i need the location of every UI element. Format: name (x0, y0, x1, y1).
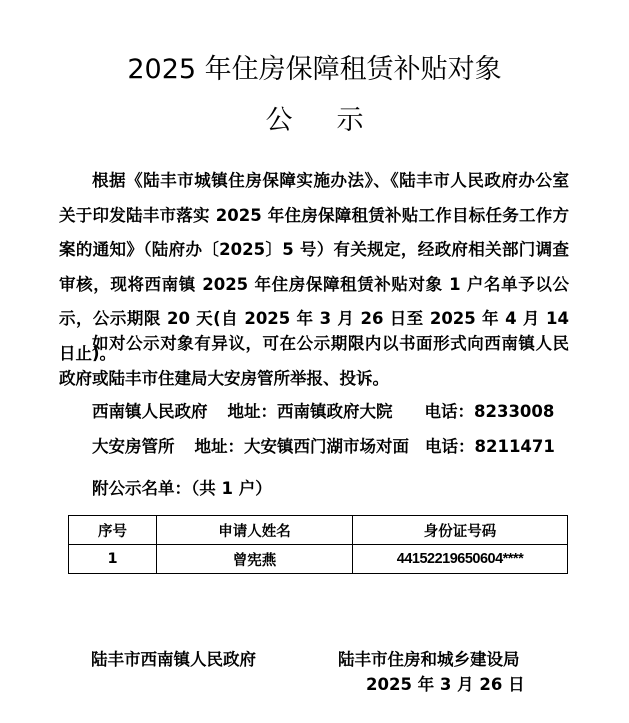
contact-phone: 电话：8211471 (425, 437, 555, 456)
contact-address: 地址：西南镇政府大院 (227, 402, 393, 421)
paragraph-objection: 如对公示对象有异议，可在公示期限内以书面形式向西南镇人民政府或陆丰市住建局大安房管所举报、投诉。 (59, 334, 569, 388)
signature-housing-bureau: 陆丰市住房和城乡建设局 (338, 650, 520, 669)
header-applicant-name: 申请人姓名 (157, 516, 353, 545)
roster-table (68, 515, 568, 574)
contact-org: 西南镇人民政府 (92, 402, 208, 421)
header-id-number: 身份证号码 (353, 516, 568, 545)
signature-date: 2025 年 3 月 26 日 (366, 675, 525, 694)
signature-town-government: 陆丰市西南镇人民政府 (91, 650, 256, 669)
paragraph-announcement: 根据《陆丰市城镇住房保障实施办法》、《陆丰市人民政府办公室关于印发陆丰市落实 2025 年住房保障租赁补贴工作目标任务工作方案的通知》（陆府办〔2025〕5 号）有关规定，经政府相关部门调查审核，现将西南镇 2025 年住房保障租赁补贴对象 1 户名单予以公示，公示期限 20 天(自 2025 年 3 月 26 日至 2025 年 4 月 14 日止)。 (59, 171, 569, 363)
document-title: 2025 年住房保障租赁补贴对象 (127, 54, 502, 85)
table-header-row (69, 516, 568, 545)
contact-address: 地址：大安镇西门湖市场对面 (194, 437, 409, 456)
list-intro: 附公示名单：（共 1 户） (92, 479, 272, 498)
header-serial: 序号 (69, 516, 157, 545)
contact-line (92, 401, 554, 423)
table-row (69, 545, 568, 574)
document-subtitle (0, 104, 629, 138)
contact-org: 大安房管所 (92, 437, 175, 456)
contact-line (92, 436, 555, 458)
contact-phone: 电话：8233008 (424, 402, 555, 421)
cell-serial: 1 (69, 545, 157, 574)
subtitle-char: 示 (336, 105, 364, 136)
cell-id-number: 44152219650604**** (353, 545, 568, 574)
subtitle-char: 公 (265, 105, 293, 136)
cell-applicant-name: 曾宪燕 (157, 545, 353, 574)
